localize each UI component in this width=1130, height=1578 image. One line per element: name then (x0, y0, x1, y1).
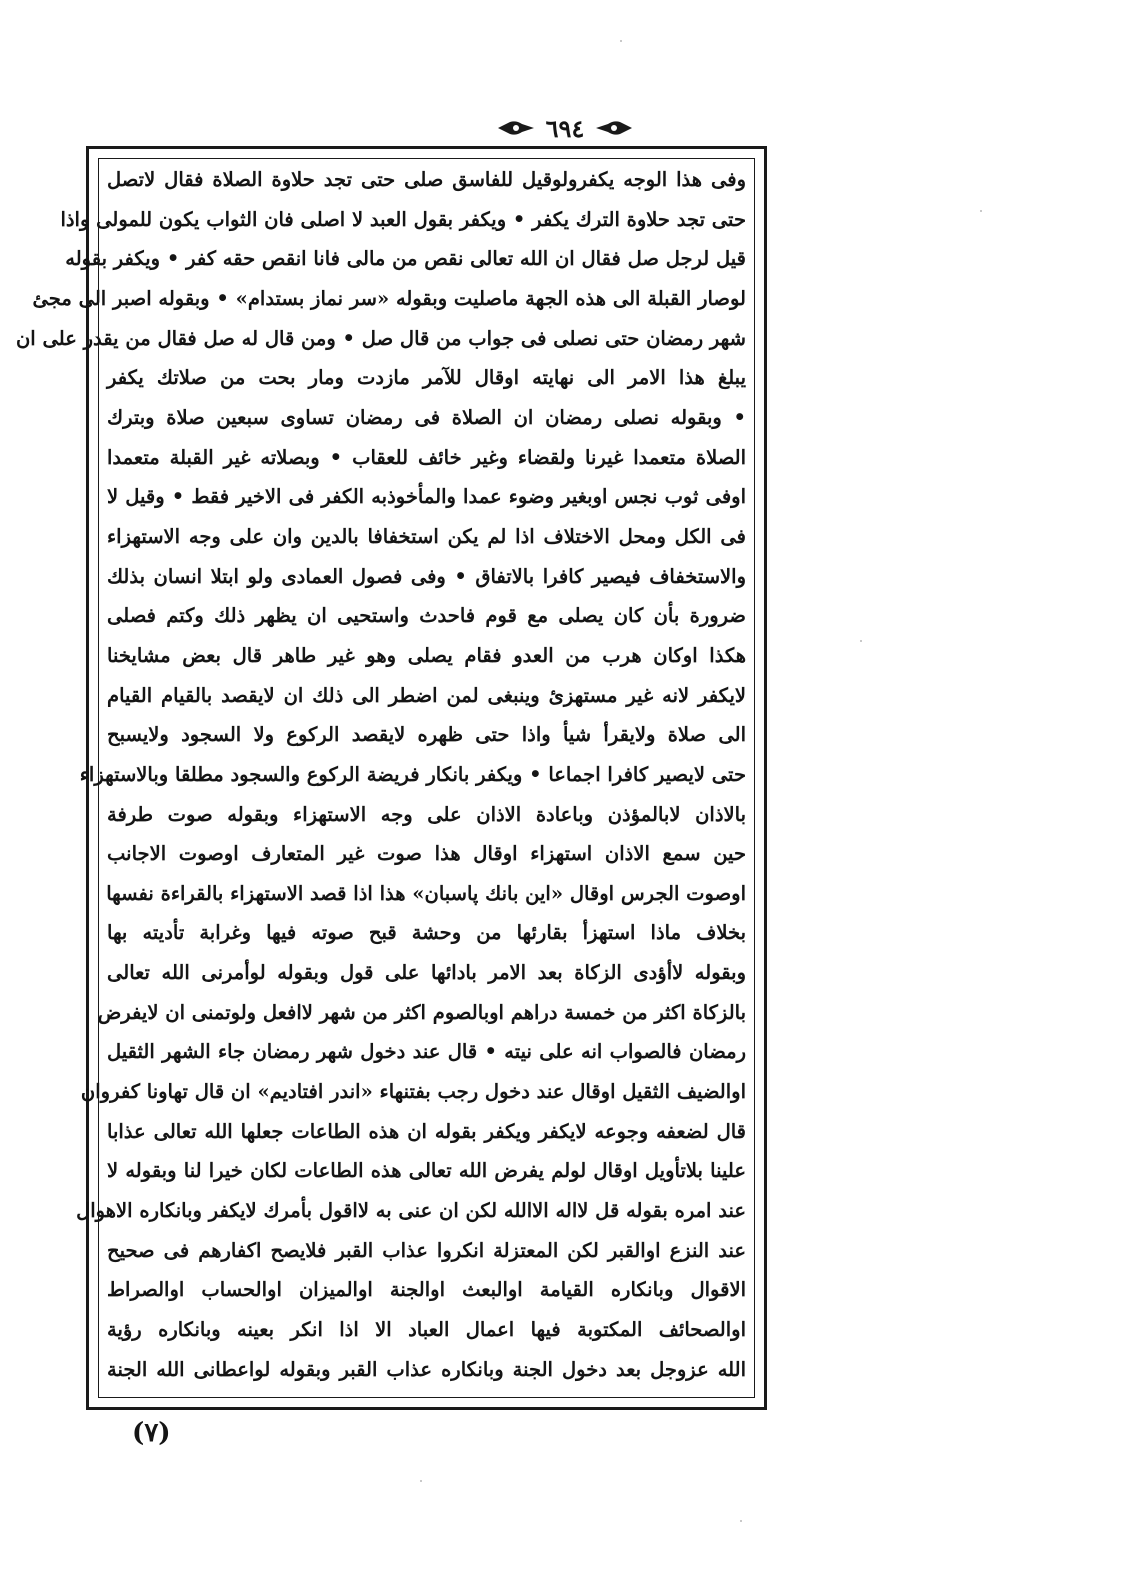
text-line: الى صلاة ولايقرأ شيأ واذا حتى ظهره لايقصد الركوع ولا السجود ولايسبح (107, 723, 746, 747)
ornament-icon (496, 118, 536, 138)
text-line: الله عزوجل بعد دخول الجنة وبانكاره عذاب القبر وبقوله لواعطانى الله الجنة (107, 1357, 746, 1381)
text-line: بالاذان لابالمؤذن وباعادة الاذان على وجه الاستهزاء وبقوله صوت طرفة (107, 802, 746, 826)
text-frame (15, 146, 767, 1410)
ornament-icon (594, 118, 634, 138)
text-line: قيل لرجل صل فقال ان الله تعالى نقص من مالى فانا انقص حقه كفر • ويكفر بقوله (65, 247, 746, 271)
text-line: حتى لايصير كافرا اجماعا • ويكفر بانكار فريضة الركوع والسجود مطلقا وبالاستهزاء (79, 762, 746, 786)
page-number: ٦٩٤ (545, 113, 585, 143)
page-header (0, 108, 1130, 148)
text-line: وبقوله لاأؤدى الزكاة بعد الامر بادائها على قول وبقوله لوأمرنى الله تعالى (107, 961, 746, 985)
text-line: ضرورة بأن كان يصلى مع قوم فاحدث واستحيى ان يظهر ذلك وكتم فصلى (107, 604, 746, 628)
signature-mark: (٧) (132, 1418, 171, 1448)
text-line: اوالصحائف المكتوبة فيها اعمال العباد الا اذا انكر بعينه وبانكاره رؤية (107, 1318, 746, 1342)
text-line: بخلاف ماذا استهزأ بقارئها من وحشة قبح صوته فيها وغرابة تأديته بها (107, 921, 746, 945)
text-line: اوفى ثوب نجس اوبغير وضوء عمدا والمأخوذبه الكفر فى الاخير فقط • وقيل لا (107, 485, 746, 509)
text-line: قال لضعفه وجوعه لايكفر ويكفر بقوله ان هذه الطاعات جعلها الله تعالى عذابا (107, 1119, 746, 1143)
text-line: شهر رمضان حتى نصلى فى جواب من قال صل • ومن قال له صل فقال من يقدر على ان (15, 326, 746, 350)
body-text (15, 165, 746, 1393)
scan-speck (420, 1480, 422, 1482)
text-line: الصلاة متعمدا غيرنا ولقضاء وغير خائف للعقاب • وبصلاته غير القبلة متعمدا (107, 445, 746, 469)
text-line: حين سمع الاذان استهزاء اوقال هذا صوت غير المتعارف اوصوت الاجانب (107, 842, 746, 866)
scan-speck (860, 640, 862, 642)
text-line: وفى هذا الوجه يكفرولوقيل للفاسق صلى حتى تجد حلاوة الصلاة فقال لاتصل (107, 168, 746, 191)
text-line: بالزكاة اكثر من خمسة دراهم اوبالصوم اكثر من شهر لاافعل ولوتمنى ان لايفرض (97, 1000, 746, 1024)
text-line: حتى تجد حلاوة الترك يكفر • ويكفر بقول العبد لا اصلى فان الثواب يكون للمولى واذا (60, 207, 746, 231)
text-line: لايكفر لانه غير مستهزئ وينبغى لمن اضطر الى ذلك ان لايقصد بالقيام القيام (107, 683, 746, 707)
text-line: فى الكل ومحل الاختلاف اذا لم يكن استخفافا بالدين وان على وجه الاستهزاء (107, 524, 746, 548)
text-line: عند امره بقوله قل لااله الاالله لكن ان عنى به لااقول بأمرك لايكفر وبانكاره الاهوال (76, 1199, 746, 1223)
text-line: عند النزع اوالقبر لكن المعتزلة انكروا عذاب القبر فلايصح اكفارهم فى صحيح (107, 1238, 746, 1262)
text-line: رمضان فالصواب انه على نيته • قال عند دخول شهر رمضان جاء الشهر الثقيل (107, 1040, 746, 1064)
text-line: علينا بلاتأويل اوقال لولم يفرض الله تعالى هذه الطاعات لكان خيرا لنا وبقوله لا (107, 1159, 746, 1183)
text-line: اوالضيف الثقيل اوقال عند دخول رجب بفتنهاء «اندر افتادیم» ان قال تهاونا كفروان (80, 1080, 746, 1104)
text-line: اوصوت الجرس اوقال «اين بانك پاسبان» هذا اذا قصد الاستهزاء بالقراءة نفسها (106, 881, 746, 905)
scan-speck (980, 210, 982, 212)
text-line: والاستخفاف فيصير كافرا بالاتفاق • وفى فصول العمادى ولو ابتلا انسان بذلك (107, 564, 746, 588)
scan-speck (740, 1520, 742, 1522)
text-line: هكذا اوكان هرب من العدو فقام يصلى وهو غير طاهر قال بعض مشايخنا (107, 643, 746, 667)
text-line: الاقوال وبانكاره القيامة اوالبعث اوالجنة اوالميزان اوالحساب اوالصراط (107, 1278, 746, 1302)
text-line: • وبقوله نصلى رمضان ان الصلاة فى رمضان تساوى سبعين صلاة وبترك (107, 405, 746, 429)
scan-speck (620, 40, 622, 42)
text-line: لوصار القبلة الى هذه الجهة ماصليت وبقوله «سر نماز بستدام» • وبقوله اصبر الى مجئ (32, 286, 746, 310)
text-line: يبلغ هذا الامر الى نهايته اوقال للآمر مازدت ومار بحت من صلاتك يكفر (107, 366, 746, 390)
